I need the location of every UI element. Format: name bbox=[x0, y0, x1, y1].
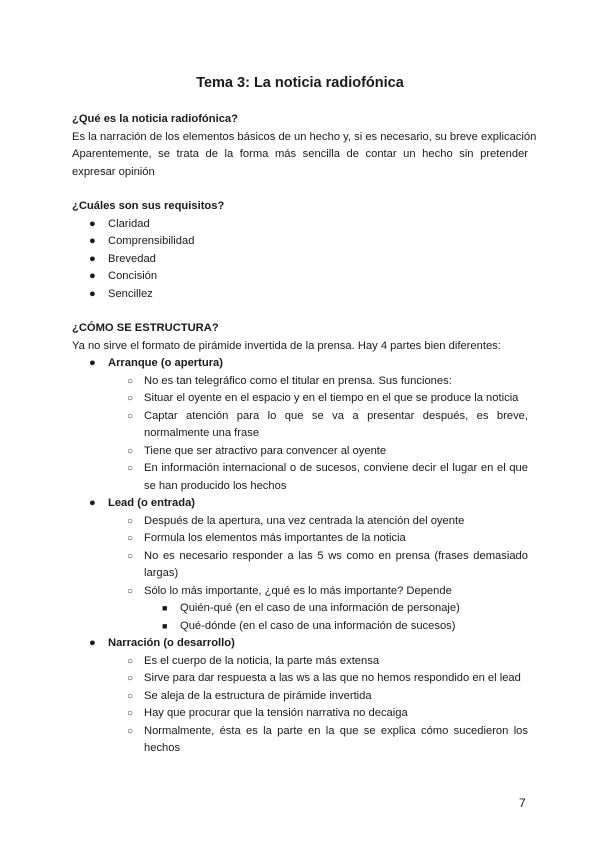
list-item: ○ En información internacional o de sucesos, conviene decir el lugar en el que se han producido los hechos bbox=[127, 462, 528, 492]
section-que-es bbox=[72, 111, 537, 181]
bullet-icon: ● bbox=[89, 270, 96, 282]
section-heading: ¿Cuáles son sus requisitos? bbox=[72, 200, 225, 212]
circle-bullet-icon: ○ bbox=[127, 585, 134, 597]
bullet-icon: ● bbox=[89, 252, 96, 265]
list-item: ■ Quién-qué (en el caso de una información de personaje) bbox=[72, 600, 528, 618]
list-item: ○ Formula los elementos más importantes de la noticia bbox=[72, 530, 528, 548]
list-item: ● Comprensibilidad bbox=[72, 233, 528, 251]
circle-bullet-icon: ○ bbox=[127, 463, 134, 474]
part-label: ● Narración (o desarrollo) bbox=[72, 635, 528, 653]
list-item: ○ Es el cuerpo de la noticia, la parte más extensa bbox=[72, 653, 528, 671]
bullet-icon: ● bbox=[89, 217, 96, 230]
list-item: ● Sencillez bbox=[72, 286, 528, 304]
list-item: ○ Hay que procurar que la tensión narrativa no decaiga bbox=[72, 705, 528, 723]
list-item: ○ Sirve para dar respuesta a las ws a las que no hemos respondido en el lead bbox=[72, 670, 528, 688]
circle-bullet-icon: ○ bbox=[127, 445, 134, 457]
circle-bullet-icon: ○ bbox=[127, 655, 134, 667]
circle-bullet-icon: ○ bbox=[127, 673, 134, 684]
circle-bullet-icon: ○ bbox=[127, 410, 134, 422]
list-item: ● Concisión bbox=[72, 268, 528, 286]
bullet-icon: ● bbox=[89, 287, 96, 300]
circle-bullet-icon: ○ bbox=[127, 515, 134, 527]
page-title: Tema 3: La noticia radiofónica bbox=[196, 75, 404, 91]
bullet-icon: ● bbox=[89, 357, 96, 369]
circle-bullet-icon: ○ bbox=[127, 690, 134, 702]
list-item: ○ Tiene que ser atractivo para convencer al oyente bbox=[72, 443, 528, 461]
part-label: ● Arranque (o apertura) bbox=[72, 355, 528, 373]
list-item: ○ Normalmente, ésta es la parte en la que se explica cómo sucedieron los hechos bbox=[127, 724, 528, 754]
circle-bullet-icon: ○ bbox=[127, 533, 134, 544]
requisitos-list bbox=[72, 216, 528, 304]
paragraph: Aparentemente, se trata de la forma más sencilla de contar un hecho sin pretender expresar opinión bbox=[72, 148, 528, 178]
list-item: ○ Captar atención para lo que se va a presentar después, es breve, normalmente una frase bbox=[127, 409, 528, 439]
list-item: ● Claridad bbox=[72, 216, 528, 234]
list-item: ○ Se aleja de la estructura de pirámide invertida bbox=[72, 688, 528, 706]
square-bullet-icon: ■ bbox=[162, 603, 168, 613]
section-estructura bbox=[72, 320, 528, 758]
list-item: ■ Qué-dónde (en el caso de una información de sucesos) bbox=[72, 618, 528, 636]
circle-bullet-icon: ○ bbox=[127, 725, 134, 737]
bullet-icon: ● bbox=[89, 235, 96, 247]
list-item: ○ No es tan telegráfico como el titular en prensa. Sus funciones: bbox=[72, 373, 528, 391]
list-item: ● Brevedad bbox=[72, 251, 528, 269]
list-item: ○ No es necesario responder a las 5 ws como en prensa (frases demasiado largas) bbox=[127, 549, 528, 579]
bullet-icon: ● bbox=[89, 637, 96, 649]
circle-bullet-icon: ○ bbox=[127, 393, 134, 404]
parts-list bbox=[72, 355, 528, 758]
part-label: ● Lead (o entrada) bbox=[72, 495, 528, 513]
list-item: ○ Después de la apertura, una vez centrada la atención del oyente bbox=[72, 513, 528, 531]
list-item: ○ Situar el oyente en el espacio y en el tiempo en el que se produce la noticia bbox=[72, 390, 528, 408]
circle-bullet-icon: ○ bbox=[127, 375, 134, 387]
circle-bullet-icon: ○ bbox=[127, 708, 134, 719]
bullet-icon: ● bbox=[89, 497, 96, 509]
circle-bullet-icon: ○ bbox=[127, 550, 134, 562]
section-requisitos bbox=[72, 198, 528, 303]
paragraph: Ya no sirve el formato de pirámide invertida de la prensa. Hay 4 partes bien diferentes: bbox=[72, 339, 501, 352]
page-number: 7 bbox=[519, 796, 526, 810]
square-bullet-icon: ■ bbox=[162, 620, 168, 631]
section-heading: ¿CÓMO SE ESTRUCTURA? bbox=[72, 322, 219, 334]
section-heading: ¿Qué es la noticia radiofónica? bbox=[72, 113, 238, 125]
list-item: ○ Sólo lo más importante, ¿qué es lo más importante? Depende bbox=[72, 583, 528, 601]
paragraph: Es la narración de los elementos básicos de un hecho y, si es necesario, su breve explicación bbox=[72, 130, 537, 143]
